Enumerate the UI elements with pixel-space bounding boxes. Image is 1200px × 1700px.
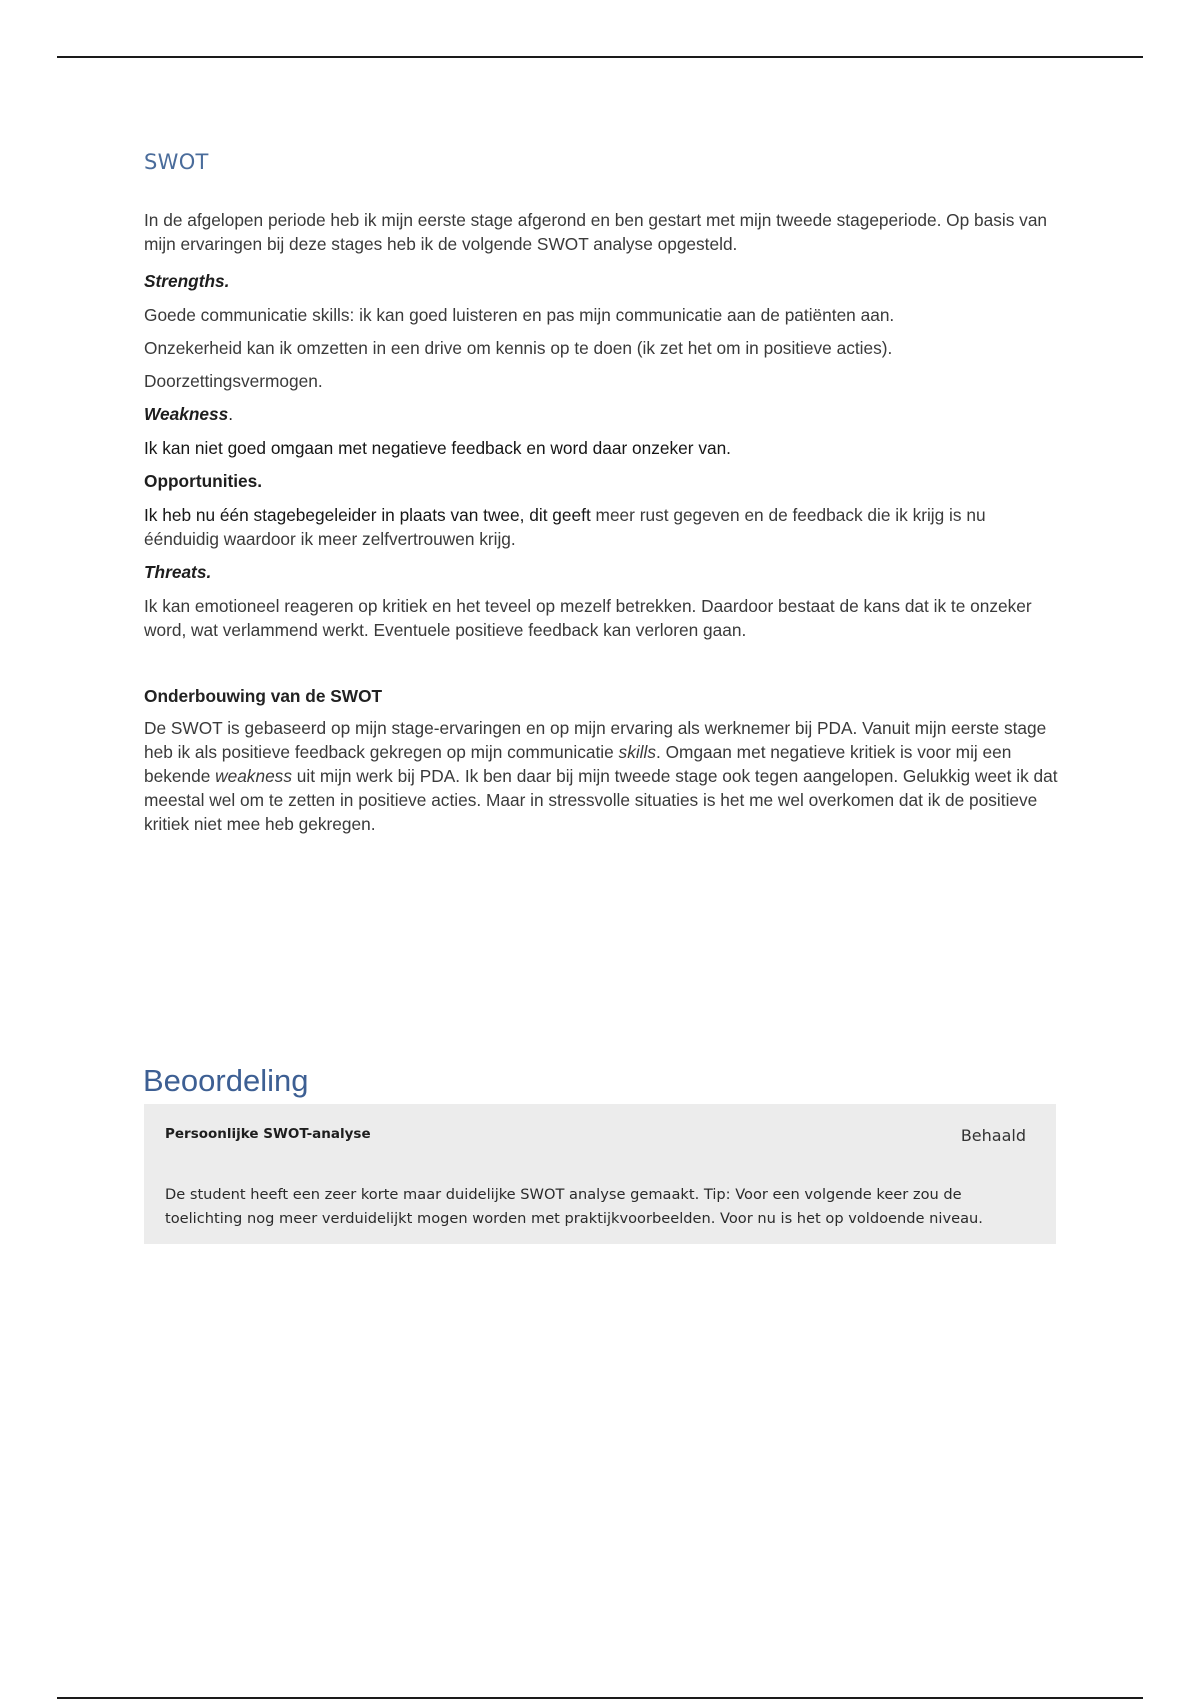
swot-section: [144, 150, 1064, 836]
beoordeling-heading: Beoordeling: [143, 1063, 309, 1098]
onderbouwing-text: De SWOT is gebaseerd op mijn stage-ervaringen en op mijn ervaring als werknemer bij PDA. Vanuit mijn eerste stage heb ik als positieve feedback gekregen op mijn communicatie skills. Omgaan met negatieve kritiek is voor mij een bekende weakness uit mijn werk bij PDA. Ik ben daar bij mijn tweede stage ook tegen aangelopen. Gelukkig weet ik dat meestal wel om te zetten in positieve acties. Maar in stressvolle situaties is het me wel overkomen dat ik de positieve kritiek niet mee heb gekregen.: [144, 718, 1058, 834]
opportunities-text-part2: meer rust gegeven en de feedback die ik krijg is nu éénduidig waardoor ik meer zelfvertrouwen krijg.: [144, 505, 986, 549]
assessment-box: [144, 1104, 1056, 1244]
top-rule: [57, 56, 1143, 58]
assessment-comment: De student heeft een zeer korte maar duidelijke SWOT analyse gemaakt. Tip: Voor een volgende keer zou de toelichting nog meer verduidelijkt mogen worden met praktijkvoorbeelden. Voor nu is het op voldoende niveau.: [165, 1186, 983, 1227]
swot-heading: SWOT: [144, 150, 209, 174]
strengths-label: Strengths.: [144, 271, 230, 291]
assessment-status: Behaald: [960, 1126, 1026, 1145]
opportunities-text: [144, 503, 1064, 551]
onderbouwing-heading: Onderbouwing van de SWOT: [144, 686, 383, 706]
weakness-label: Weakness.: [144, 404, 234, 424]
weakness-text: Ik kan niet goed omgaan met negatieve feedback en word daar onzeker van.: [144, 438, 731, 458]
opportunities-label: Opportunities.: [144, 471, 263, 491]
bottom-rule: [57, 1697, 1143, 1699]
strength-item-2: Onzekerheid kan ik omzetten in een drive om kennis op te doen (ik zet het om in positieve acties).: [144, 338, 893, 358]
strength-item-3: Doorzettingsvermogen.: [144, 371, 323, 391]
swot-intro: In de afgelopen periode heb ik mijn eerste stage afgerond en ben gestart met mijn tweede stageperiode. Op basis van mijn ervaringen bij deze stages heb ik de volgende SWOT analyse opgesteld.: [144, 210, 1048, 254]
assessment-title: Persoonlijke SWOT-analyse: [165, 1126, 371, 1142]
strength-item-1: Goede communicatie skills: ik kan goed luisteren en pas mijn communicatie aan de patiënten aan.: [144, 305, 895, 325]
threats-text: Ik kan emotioneel reageren op kritiek en het teveel op mezelf betrekken. Daardoor bestaat de kans dat ik te onzeker word, wat verlammend werkt. Eventuele positieve feedback kan verloren gaan.: [144, 596, 1032, 640]
threats-label: Threats.: [144, 562, 212, 582]
opportunities-text-part1: Ik heb nu één stagebegeleider in plaats van twee, dit geeft: [144, 505, 591, 525]
